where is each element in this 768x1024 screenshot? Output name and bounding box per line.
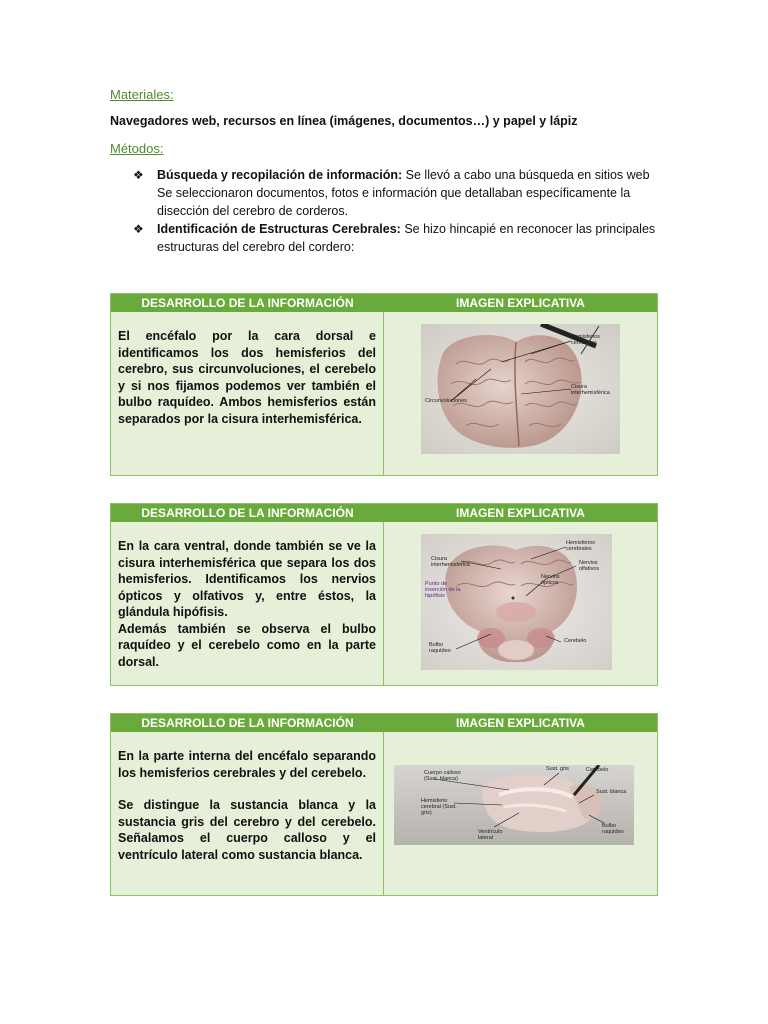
list-item: [133, 166, 663, 220]
header-imagen: IMAGEN EXPLICATIVA: [456, 296, 585, 310]
info-text-2: Se distingue la sustancia blanca y la sustancia gris del cerebro y del cerebelo. Señalamos el cuerpo calloso y el ventrículo lateral como sustancia blanca.: [118, 798, 376, 862]
label-hipofisis: Punto de inserción de la hipófisis: [425, 581, 461, 599]
bullet-text: Se llevó a cabo una búsqueda en sitios web Se seleccionaron documentos, fotos e información que detallaban específicamente la disección del cerebro de corderos.: [157, 168, 650, 218]
header-desarrollo: DESARROLLO DE LA INFORMACIÓN: [141, 506, 354, 520]
info-text-cell: [111, 732, 384, 895]
diamond-bullet-icon: ❖: [133, 168, 144, 182]
header-imagen: IMAGEN EXPLICATIVA: [456, 506, 585, 520]
label-cuerpo-calloso: Cuerpo calloso (Sust. blanca): [424, 770, 461, 782]
bullet-bold: Búsqueda y recopilación de información:: [157, 168, 403, 182]
label-sust-gris: Sust. gris: [546, 766, 569, 772]
info-table-ventral: [110, 503, 658, 686]
table-header: [111, 504, 657, 522]
label-hemisferios: Hemisferios cerebrales: [566, 540, 596, 552]
bullet-bold: Identificación de Estructuras Cerebrales:: [157, 222, 401, 236]
diamond-bullet-icon: ❖: [133, 222, 144, 236]
header-desarrollo: DESARROLLO DE LA INFORMACIÓN: [141, 716, 354, 730]
label-hemisferio-cerebral: Hemisferio cerebral (Sust. gris): [421, 798, 457, 816]
label-hemisferios: Hemisferios cerebrales: [571, 334, 601, 346]
label-bulbo: Bulbo raquídeo: [602, 823, 624, 835]
label-cerebelo: Cerebelo: [564, 638, 587, 644]
label-sust-blanca: Sust. blanca: [596, 789, 627, 795]
metodos-list: [133, 166, 663, 256]
label-ventriculo: Ventrículo lateral: [478, 829, 503, 841]
header-desarrollo: DESARROLLO DE LA INFORMACIÓN: [141, 296, 354, 310]
info-text: En la parte interna del encéfalo separando los hemisferios cerebrales y del cerebelo.: [118, 749, 376, 780]
header-imagen: IMAGEN EXPLICATIVA: [456, 716, 585, 730]
metodos-heading: Métodos:: [110, 141, 164, 156]
label-circunvoluciones: Circunvoluciones: [425, 398, 467, 404]
image-cell: [384, 522, 657, 685]
brain-ventral-image: [421, 534, 612, 670]
table-header: [111, 714, 657, 732]
materiales-text: Navegadores web, recursos en línea (imágenes, documentos…) y papel y lápiz: [110, 114, 578, 128]
info-text: El encéfalo por la cara dorsal e identificamos los dos hemisferios del cerebro, sus circunvoluciones, el cerebelo y si nos fijamos podemos ver también el bulbo raquídeo. Ambos hemisferios están separados por la cisura interhemisférica.: [111, 312, 384, 475]
info-table-interna: [110, 713, 658, 896]
label-nervios-opticos: Nervios ópticos: [541, 574, 560, 586]
brain-sagittal-image: [394, 765, 634, 845]
label-bulbo: Bulbo raquídeo: [429, 642, 451, 654]
label-cisura: Cisura interhemisférica: [431, 556, 470, 568]
info-table-dorsal: [110, 293, 658, 476]
bullet-text: Se hizo hincapié en reconocer las principales estructuras del cerebro del cordero:: [157, 222, 656, 254]
label-nervios-olfativos: Nervios olfativos: [579, 560, 600, 572]
image-cell: [384, 732, 657, 895]
materiales-heading: Materiales:: [110, 87, 174, 102]
info-text-cell: [111, 522, 384, 685]
image-cell: [384, 312, 657, 475]
info-text: En la cara ventral, donde también se ve la cisura interhemisférica que separa los dos hemisferios. Identificamos los nervios ópticos y olfativos y, entre éstos, la glándula hipófisis.: [118, 539, 376, 619]
table-header: [111, 294, 657, 312]
list-item: [133, 220, 663, 256]
info-text-2: Además también se observa el bulbo raquídeo y el cerebelo como en la parte dorsal.: [118, 621, 376, 669]
label-cerebelo: Cerebelo: [586, 767, 609, 773]
brain-dorsal-image: [421, 324, 620, 454]
label-cisura: Cisura interhemisférica: [571, 384, 610, 396]
